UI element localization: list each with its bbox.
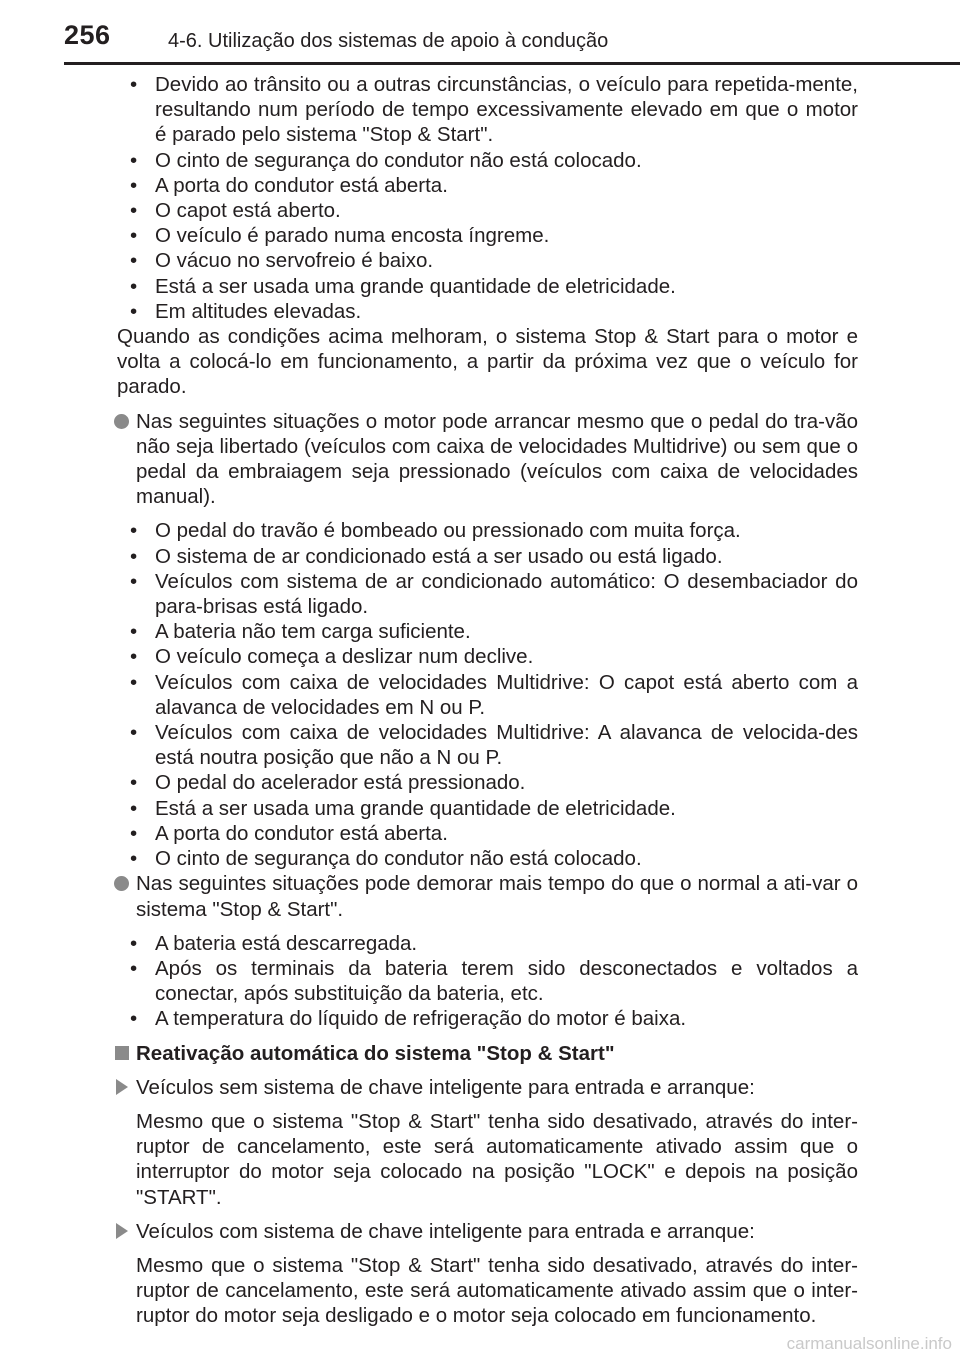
list-item: • Está a ser usada uma grande quantidade de eletricidade. xyxy=(130,796,676,820)
bullet-icon: • xyxy=(130,224,138,248)
circle-bullet-icon xyxy=(114,414,129,429)
list-item: • Veículos com caixa de velocidades Multidrive: A alavanca de velocida-des está noutra posição que não a N ou P. xyxy=(130,721,858,770)
list-item: • A porta do condutor está aberta. xyxy=(130,173,448,197)
list-item: • O cinto de segurança do condutor não está colocado. xyxy=(130,148,642,172)
circle-bullet-icon xyxy=(114,876,129,891)
list-item: • O capot está aberto. xyxy=(130,199,341,223)
list-item: • Em altitudes elevadas. xyxy=(130,299,362,323)
list-item: • Devido ao trânsito ou a outras circunstâncias, o veículo para repetida-mente, resultando num período de tempo excessivamente elevado em que o motor é parado pelo sistema "Stop & Start". xyxy=(130,73,858,147)
bullet-list-2 xyxy=(117,518,858,871)
bullet-icon: • xyxy=(130,173,138,197)
bullet-icon: • xyxy=(130,1007,138,1031)
bullet-icon: • xyxy=(130,847,138,871)
section-heading: Reativação automática do sistema "Stop & Start" xyxy=(117,1041,858,1066)
bullet-icon: • xyxy=(130,569,138,593)
paragraph: Mesmo que o sistema "Stop & Start" tenha sido desativado, através do inter-ruptor de cancelamento, este será automaticamente ativado assim que o inter-ruptor do motor seja desligado e o motor seja colocado em funcionamento. xyxy=(136,1253,858,1328)
bullet-icon: • xyxy=(130,670,138,694)
bullet-icon: • xyxy=(130,620,138,644)
list-item: • Veículos com caixa de velocidades Multidrive: O capot está aberto com a alavanca de velocidades em N ou P. xyxy=(130,670,858,719)
list-item: • Está a ser usada uma grande quantidade de eletricidade. xyxy=(130,274,676,298)
header-rule xyxy=(64,62,960,65)
subsection-title: Veículos sem sistema de chave inteligente para entrada e arranque: xyxy=(117,1075,858,1100)
bullet-icon: • xyxy=(130,796,138,820)
list-item: • A bateria não tem carga suficiente. xyxy=(130,620,471,644)
bullet-icon: • xyxy=(130,821,138,845)
list-item: • O pedal do acelerador está pressionado. xyxy=(130,771,526,795)
bullet-list-1 xyxy=(117,72,858,324)
circle-item: Nas seguintes situações pode demorar mais tempo do que o normal a ati-var o sistema "Stop & Start". xyxy=(117,871,858,921)
bullet-icon: • xyxy=(130,73,138,96)
list-item: • O veículo começa a deslizar num declive. xyxy=(130,645,534,669)
list-item: • A bateria está descarregada. xyxy=(130,931,418,955)
bullet-icon: • xyxy=(130,721,138,745)
page-header xyxy=(0,0,960,60)
bullet-icon: • xyxy=(130,274,138,298)
paragraph: Quando as condições acima melhoram, o sistema Stop & Start para o motor e volta a colocá-lo em funcionamento, a partir da próxima vez que o veículo for parado. xyxy=(117,325,858,399)
bullet-icon: • xyxy=(130,931,138,955)
circle-item: Nas seguintes situações o motor pode arrancar mesmo que o pedal do tra-vão não seja libertado (veículos com caixa de velocidades Multidrive) ou sem que o pedal da embraiagem seja pressionado (veículos com caixa de velocidades manual). xyxy=(117,409,858,510)
bullet-icon: • xyxy=(130,249,138,273)
square-bullet-icon xyxy=(115,1046,129,1060)
list-item: • O sistema de ar condicionado está a ser usado ou está ligado. xyxy=(130,544,723,568)
list-item: • Veículos com sistema de ar condicionado automático: O desembaciador do para-brisas está ligado. xyxy=(130,569,858,619)
subsection-title: Veículos com sistema de chave inteligente para entrada e arranque: xyxy=(117,1219,858,1244)
list-item: • O cinto de segurança do condutor não está colocado. xyxy=(130,847,642,871)
page-number: 256 xyxy=(64,20,111,50)
list-item: • Após os terminais da bateria terem sido desconectados e voltados a conectar, após substituição da bateria, etc. xyxy=(130,956,858,1006)
bullet-icon: • xyxy=(130,645,138,669)
bullet-icon: • xyxy=(130,148,138,172)
list-item: • A porta do condutor está aberta. xyxy=(130,821,448,845)
bullet-icon: • xyxy=(130,544,138,568)
bullet-icon: • xyxy=(130,519,138,543)
paragraph: Mesmo que o sistema "Stop & Start" tenha sido desativado, através do inter-ruptor de cancelamento, este será automaticamente ativado assim que o interruptor do motor seja colocado na posição "LOCK" e depois na posição "START". xyxy=(136,1109,858,1209)
section-title: 4-6. Utilização dos sistemas de apoio à condução xyxy=(168,30,609,52)
bullet-list-3 xyxy=(117,931,858,1032)
list-item: • O vácuo no servofreio é baixo. xyxy=(130,249,434,273)
triangle-bullet-icon xyxy=(116,1079,128,1095)
watermark: carmanualsonline.info xyxy=(786,1334,952,1353)
page-content xyxy=(117,72,858,1329)
bullet-icon: • xyxy=(130,199,138,223)
list-item: • O veículo é parado numa encosta íngreme. xyxy=(130,224,550,248)
triangle-bullet-icon xyxy=(116,1223,128,1239)
bullet-icon: • xyxy=(130,771,138,795)
list-item: • A temperatura do líquido de refrigeração do motor é baixa. xyxy=(130,1007,687,1031)
bullet-icon: • xyxy=(130,299,138,323)
bullet-icon: • xyxy=(130,956,138,980)
list-item: • O pedal do travão é bombeado ou pressionado com muita força. xyxy=(130,519,741,543)
